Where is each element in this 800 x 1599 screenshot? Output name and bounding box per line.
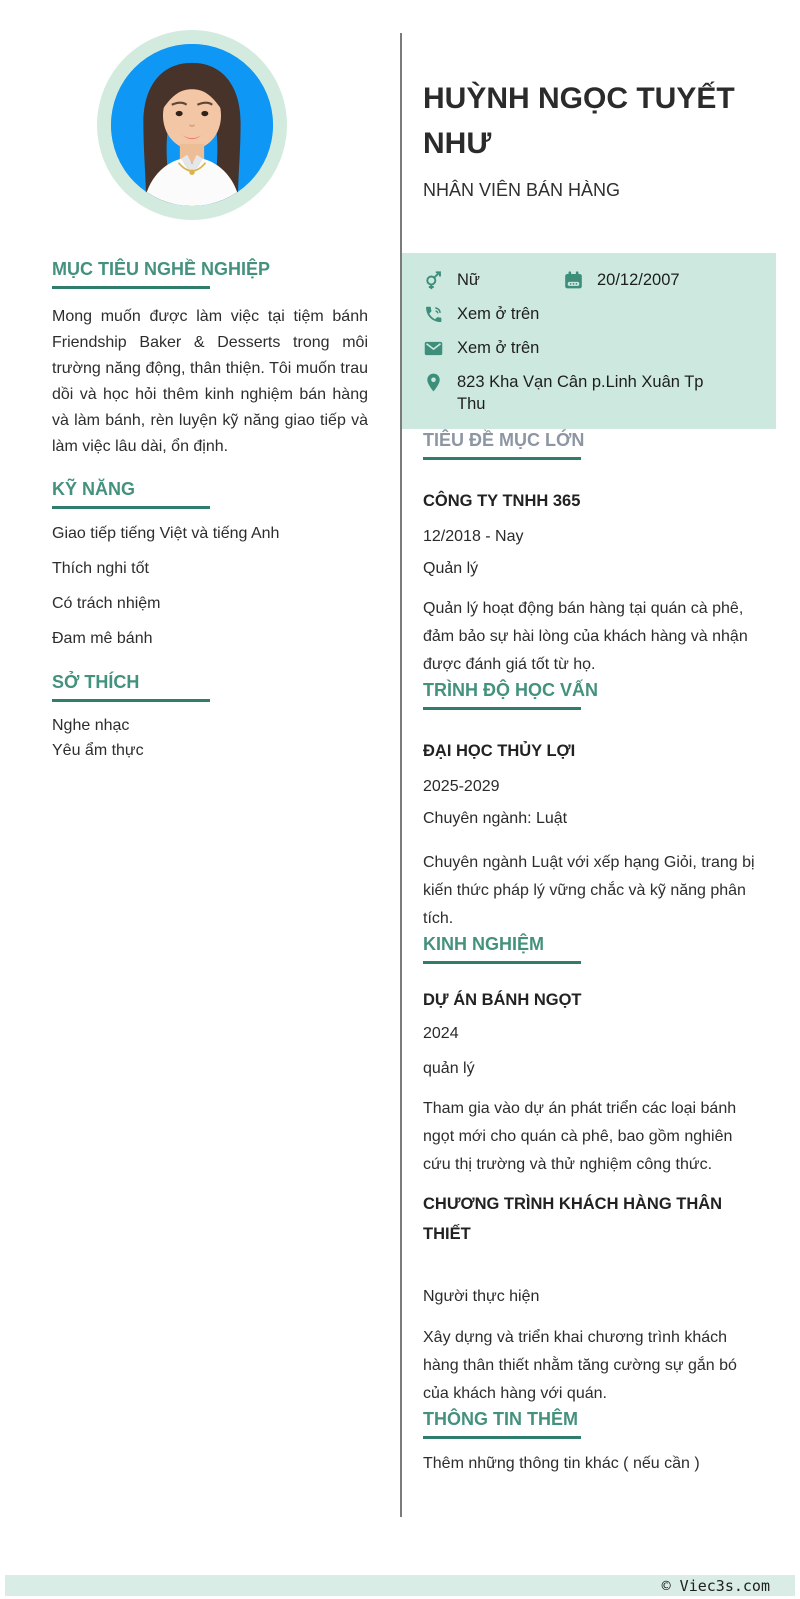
experience-title-underline bbox=[423, 961, 581, 964]
location-icon bbox=[423, 371, 444, 393]
experience-entry-description: Xây dựng và triển khai chương trình khách hàng thân thiết nhằm tăng cường sự gắn bó của khách hàng với quán. bbox=[423, 1329, 737, 1402]
education-major: Chuyên ngành: Luật bbox=[423, 810, 568, 827]
contact-gender bbox=[423, 269, 563, 291]
work-title-underline bbox=[423, 457, 581, 460]
contact-phone-value: Xem ở trên bbox=[457, 305, 540, 323]
contact-row bbox=[423, 303, 758, 325]
contact-birthday bbox=[563, 269, 680, 291]
experience-section-title: KINH NGHIỆM bbox=[423, 934, 544, 954]
work-company: CÔNG TY TNHH 365 bbox=[423, 492, 581, 510]
contact-gender-value: Nữ bbox=[457, 271, 480, 289]
skill-item: Đam mê bánh bbox=[52, 630, 153, 647]
experience-entry-role: quản lý bbox=[423, 1060, 475, 1077]
hobbies-title-underline bbox=[52, 699, 210, 702]
skill-item: Có trách nhiệm bbox=[52, 595, 161, 612]
contact-row bbox=[423, 371, 758, 415]
right-column bbox=[402, 0, 800, 1475]
experience-entry-name: DỰ ÁN BÁNH NGỌT bbox=[423, 991, 582, 1009]
work-description: Quản lý hoạt động bán hàng tại quán cà phê, đảm bảo sự hài lòng của khách hàng và nhận được đánh giá tốt từ họ. bbox=[423, 600, 748, 673]
hobby-item: Nghe nhạc bbox=[52, 717, 130, 734]
contact-email-value: Xem ở trên bbox=[457, 339, 540, 357]
more-info-text: Thêm những thông tin khác ( nếu cần ) bbox=[423, 1455, 700, 1472]
contact-address-value: 823 Kha Vạn Cân p.Linh Xuân Tp Thu bbox=[457, 373, 704, 413]
education-title-underline bbox=[423, 707, 581, 710]
experience-entry-period: 2024 bbox=[423, 1025, 459, 1042]
candidate-job-title: NHÂN VIÊN BÁN HÀNG bbox=[423, 180, 621, 200]
education-description: Chuyên ngành Luật với xếp hạng Giỏi, trang bị kiến thức pháp lý vững chắc và kỹ năng phân tích. bbox=[423, 854, 755, 927]
hobbies-section-title: SỞ THÍCH bbox=[52, 672, 140, 692]
work-section-title: TIÊU ĐỀ MỤC LỚN bbox=[423, 430, 585, 450]
experience-entry-role: Người thực hiện bbox=[423, 1288, 540, 1305]
contact-row bbox=[423, 337, 758, 359]
objective-title-underline bbox=[52, 286, 210, 289]
gender-icon bbox=[423, 269, 444, 291]
education-section-title: TRÌNH ĐỘ HỌC VẤN bbox=[423, 680, 598, 700]
education-period: 2025-2029 bbox=[423, 778, 500, 795]
footer-credit: © Viec3s.com bbox=[661, 1576, 770, 1595]
phone-icon bbox=[423, 303, 444, 325]
experience-entry-name: CHƯƠNG TRÌNH KHÁCH HÀNG THÂN THIẾT bbox=[423, 1195, 723, 1243]
work-position: Quản lý bbox=[423, 560, 479, 577]
work-period: 12/2018 - Nay bbox=[423, 528, 524, 545]
footer-bar bbox=[5, 1575, 795, 1596]
skills-section-title: KỸ NĂNG bbox=[52, 479, 136, 499]
experience-entry-description: Tham gia vào dự án phát triển các loại bánh ngọt mới cho quán cà phê, bao gồm nghiên cứu thị trường và thử nghiệm công thức. bbox=[423, 1100, 737, 1173]
objective-text: Mong muốn được làm việc tại tiệm bánh Friendship Baker & Desserts trong môi trường năng động, thân thiện. Tôi muốn trau dồi và học hỏi thêm kinh nghiệm bán hàng và làm bánh, rèn luyện kỹ năng giao tiếp và làm việc lâu dài, ổn định. bbox=[52, 308, 368, 455]
education-school: ĐẠI HỌC THỦY LỢI bbox=[423, 742, 576, 760]
contact-birthday-value: 20/12/2007 bbox=[597, 271, 680, 289]
hobby-item: Yêu ẩm thực bbox=[52, 742, 144, 759]
more-info-title-underline bbox=[423, 1436, 581, 1439]
calendar-icon bbox=[563, 269, 584, 291]
skill-item: Giao tiếp tiếng Việt và tiếng Anh bbox=[52, 525, 280, 542]
email-icon bbox=[423, 337, 444, 359]
contact-row bbox=[423, 269, 758, 291]
objective-section-title: MỤC TIÊU NGHỀ NGHIỆP bbox=[52, 259, 271, 279]
more-info-section-title: THÔNG TIN THÊM bbox=[423, 1409, 578, 1429]
contact-info-box bbox=[402, 253, 776, 429]
avatar-illustration bbox=[111, 44, 273, 206]
profile-photo bbox=[111, 44, 273, 206]
profile-photo-frame bbox=[97, 30, 287, 220]
skills-title-underline bbox=[52, 506, 210, 509]
skill-item: Thích nghi tốt bbox=[52, 560, 149, 577]
left-column bbox=[52, 30, 368, 761]
candidate-name: HUỲNH NGỌC TUYẾT NHƯ bbox=[423, 82, 735, 160]
